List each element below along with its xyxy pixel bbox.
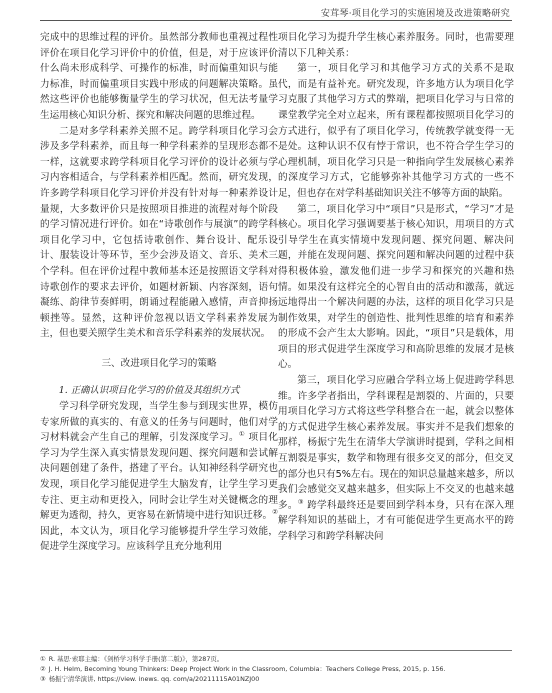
footnote-mark: ①: [40, 655, 46, 663]
footnote: [40, 654, 512, 664]
paragraph: 项目化学习为提升学生核心素养服务。同时，也需要理清以下几种关系：: [278, 32, 514, 59]
footnotes: [40, 650, 512, 684]
paragraph: 第一，项目化学习和其他学习方式的关系不是取代，而是有益补充。研究发现，许多地方认为项目化学习克服了其他学习方式的弊端，把项目化学习与日常的课堂教学完全对立起来，所有课程都按照项目化学习的方式进行，似乎有了项目化学习，传统教学就变得一无是处。这种认识不仅有悖于常识，也不符合学生学习的心理机制，项目化学习只是一种指向学生发展核心素养的深度学习方式，它能够弥补其他学习方式的一些不足，但也存在对学科基础知识关注不够等方面的缺陷。: [278, 63, 514, 199]
footnote-text: 杨振宁清华演讲, https://view. inews. qq. com/a/20211115A01NZJ00: [48, 675, 260, 683]
paragraph: 完成中的思维过程的评价。虽然部分教师也重视过程性评价在项目化学习评价中的价值，但是，对于应该评价什么尚未形成科学、可操作的标准，时而偏重知识与能力标准，时而偏重项目实践中形成的问题解决策略。虽然这些评价也能够衡量学生的学习状况，但无法考量学生运用核心知识分析、探究和解决问题的思维过程。: [40, 32, 278, 121]
footnote: [40, 674, 512, 684]
paragraph-text: 项目化学习为学生深入真实情景发现问题、探究问题和尝试解决问题创建了条件，搭建了平台。认知神经科学研究也发现，项目化学习能促进学生大脑发育，让学生学习更专注、更主动和更投入，同时会让学生对关键概念的理解更为透彻，持久，更容易在新情境中进行知识迁移。: [40, 432, 278, 522]
footnote: [40, 664, 512, 674]
footnote-ref: ②: [272, 508, 278, 517]
footnote-text: R. 基思·索耶主编：《剑桥学习科学手册(第二版)》，第287页。: [48, 655, 224, 663]
header-rule: [40, 20, 512, 21]
section-heading: 三、改进项目化学习的策略: [101, 357, 217, 369]
paragraph-text: 第三，项目化学习应融合学科立场上促进跨学科思维。许多学者指出，学科课程是割裂的、片面的，只要用项目化学习方式将这些学科整合在一起，就会以整体的方式促进学生核心素养发展。事实并不是我们想象的那样，杨振宁先生在清华大学演讲时提到，学科之间相互割裂是事实，数学和物理有很多交叉的部分，但交叉的部分也只有5%左右。现在的知识总量越来越多，所以我们会感觉交叉越来越多，但实际上不交叉的也越来越多。: [278, 375, 514, 511]
paragraph: 二是对多学科素养关照不足。跨学科项目化学习会涉及多学科素养，而且每一种学科素养的呈现形态都不一样，这就要求跨学科项目化学习评价的设计必须与学习内容相适合，与学科素养相匹配。然而，研究发现，许多跨学科项目化学习评价并没有针对每一种素养设计量规，大多数评价只是按照项目推进的流程对每个阶段的学习情况进行评价。如在“诗歌创作与展演”的跨学科项目化学习中，它包括诗歌创作、舞台设计、配乐设计、服装设计等环节，至少会涉及语文、音乐、美术三个学科。但在评价过程中教师基本还是按照语文学科对诗歌创作的要求去评价，如题材新颖、内容深刻，语句凝练、韵律节奏鲜明，朗诵过程能融入感情，声音抑扬顿挫等。显然，这种评价忽视以语文学科素养发展为主，但也要关照学生美术和音乐学科素养的发展状况。: [40, 125, 278, 340]
footnote-ref: ①: [238, 430, 246, 439]
paragraph-text: 学习科学研究发现，当学生参与到现实世界，模仿专家所做的真实的、有意义的任务与问题时，他们对学习材料就会产生自己的理解，引发深度学习。: [40, 401, 278, 444]
paragraph: [278, 373, 514, 545]
paragraph: [40, 399, 278, 555]
left-column: [40, 30, 278, 555]
paragraph: 第二，项目化学习中“项目”只是形式，“学习”才是核心。项目化学习强调要基于核心知识，用项目的方式引导学生在真实情境中发现问题、探究问题、解决问题，并能在发现问题、探究问题和解决问题的过程中获得积极体验，激发他们进一步学习和探究的兴趣和热情。如果没有这样完全的心智自由的活动和激荡，就远远地得出一个解决问题的办法，这样的项目化学习只是制作效果，对学生的创造性、批判性思维的培育和素养的形成不会产生太大影响。因此，“项目”只是载体，用项目的形式促进学生深度学习和高阶思维的发展才是核心。: [278, 203, 514, 371]
right-column: [278, 30, 514, 545]
footnote-text: J. H. Helm, Becoming Young Thinkers: Deep Project Work in the Classroom, Columbia：Teachers College Press, 2015, p. 156.: [48, 665, 446, 673]
footnote-mark: ③: [40, 675, 46, 683]
page-header: [0, 0, 552, 24]
subsection-heading: 1. 正确认识项目化学习的价值及其组织方式: [58, 385, 240, 397]
paragraph-text: 跨学科最终还是要回到学科本身，只有在深入理解学科知识的基础上，才有可能促进学生更高水平的跨学科学习和跨学科解决问: [278, 499, 515, 542]
footnote-ref: ③: [297, 497, 304, 506]
running-title: 安茸琴·项目化学习的实施困境及改进策略研究: [320, 9, 510, 19]
footnote-mark: ②: [40, 665, 46, 673]
paragraph-text: 因此，本文认为，项目化学习能够提升学生学习效能，促进学生深度学习。应该科学且充分地利用: [40, 525, 278, 553]
